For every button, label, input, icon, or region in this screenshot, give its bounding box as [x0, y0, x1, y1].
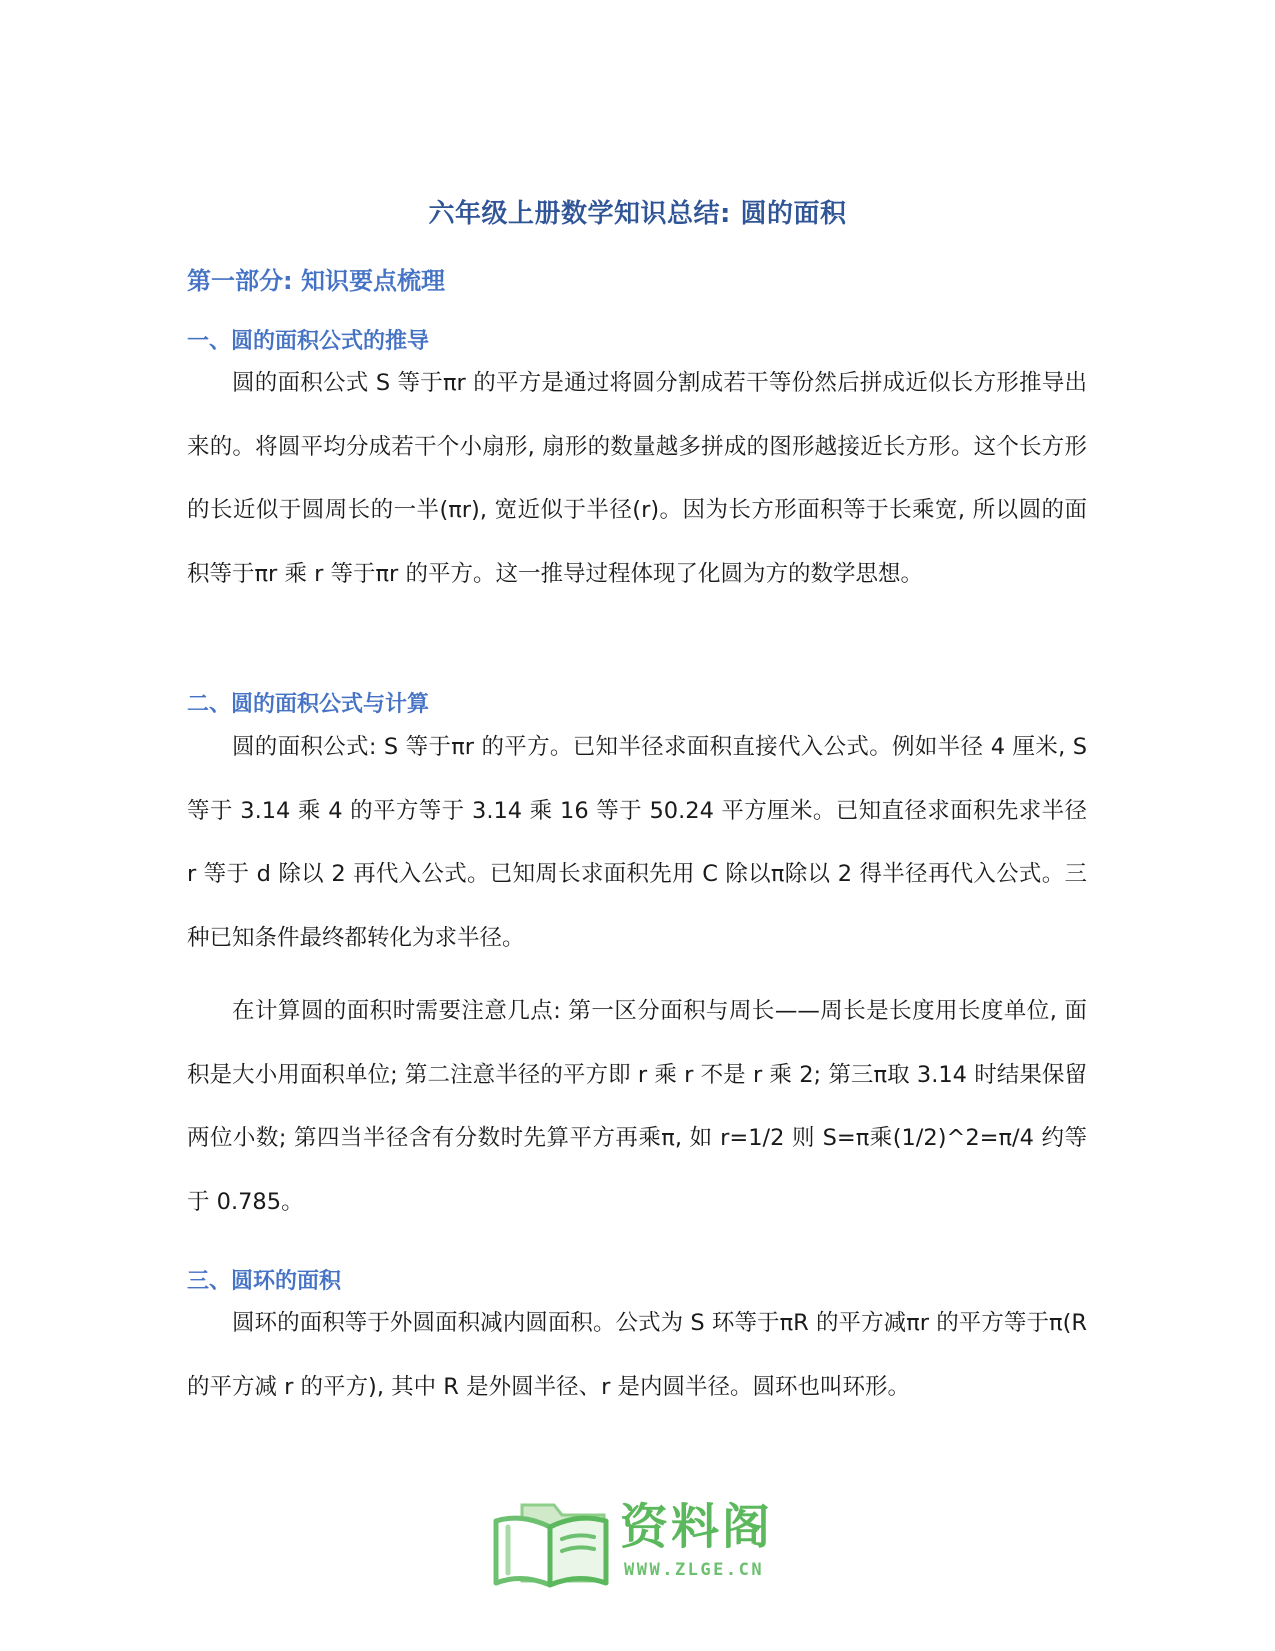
paragraph-derivation: 圆的面积公式 S 等于πr 的平方是通过将圆分割成若干等份然后拼成近似长方形推导出来的。将圆平均分成若干个小扇形, 扇形的数量越多拼成的图形越接近长方形。这个长方形的长近似于圆周长的一半(πr), 宽近似于半径(r)。因为长方形面积等于长乘宽, 所以圆的面积等于πr 乘 r 等于πr 的平方。这一推导过程体现了化圆为方的数学思想。: [187, 370, 1087, 587]
paragraph-formula: 圆的面积公式: S 等于πr 的平方。已知半径求面积直接代入公式。例如半径 4 厘米, S 等于 3.14 乘 4 的平方等于 3.14 乘 16 等于 50.24 平方厘米。已知直径求面积先求半径 r 等于 d 除以 2 再代入公式。已知周长求面积先用 C 除以π除以 2 得半径再代入公式。三种已知条件最终都转化为求半径。: [187, 734, 1087, 951]
paragraph-ring: 圆环的面积等于外圆面积减内圆面积。公式为 S 环等于πR 的平方减πr 的平方等于π(R 的平方减 r 的平方), 其中 R 是外圆半径、r 是内圆半径。圆环也叫环形。: [187, 1310, 1087, 1400]
section-heading-ring: 三、圆环的面积: [187, 1269, 342, 1294]
watermark-name: 资料阁: [620, 1499, 774, 1555]
section-heading-derivation: 一、圆的面积公式的推导: [187, 329, 430, 354]
watermark-logo: [492, 1499, 792, 1591]
paragraph-notes: 在计算圆的面积时需要注意几点: 第一区分面积与周长——周长是长度用长度单位, 面积是大小用面积单位; 第二注意半径的平方即 r 乘 r 不是 r 乘 2; 第三π取 3.14 时结果保留两位小数; 第四当半径含有分数时先算平方再乘π, 如 r=1/2 则 S=π乘(1/2)^2=π/4 约等于 0.785。: [187, 998, 1087, 1215]
open-book-folder-icon: [492, 1499, 614, 1589]
section-heading-formula: 二、圆的面积公式与计算: [187, 692, 430, 717]
document-title: 六年级上册数学知识总结: 圆的面积: [428, 199, 847, 229]
watermark-url: WWW.ZLGE.CN: [624, 1560, 765, 1580]
part-title: 第一部分: 知识要点梳理: [187, 267, 445, 295]
